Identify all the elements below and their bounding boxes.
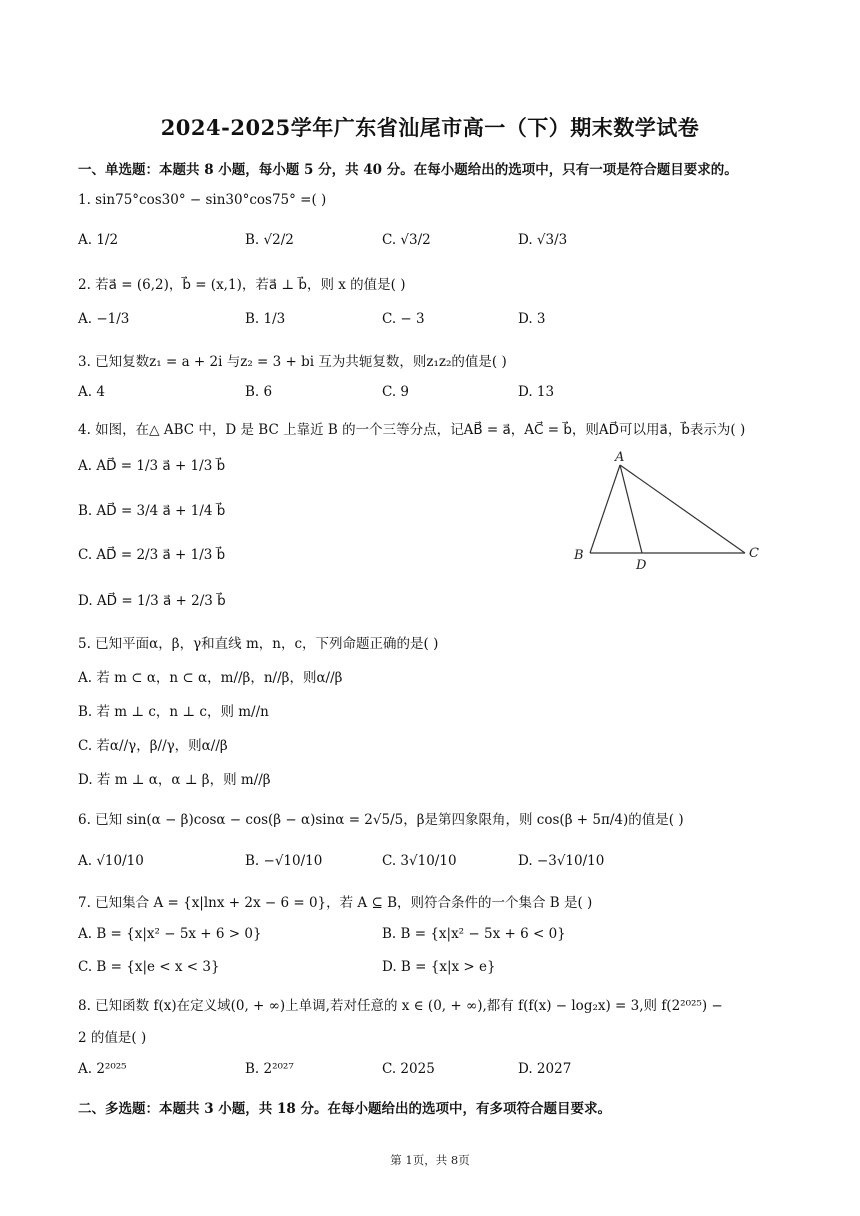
question-5-stem: 5. 已知平面α，β，γ和直线 m，n，c，下列命题正确的是( )	[78, 636, 439, 652]
section-single-choice-heading: 一、单选题：本题共 8 小题，每小题 5 分，共 40 分。在每小题给出的选项中，只有一项是符合题目要求的。	[78, 162, 738, 178]
question-8-option-b: B. 2²⁰²⁷	[245, 1061, 294, 1077]
question-8-stem-line-2: 2 的值是( )	[78, 1030, 147, 1046]
question-8-stem-line-1: 8. 已知函数 f(x)在定义域(0, + ∞)上单调,若对任意的 x ∈ (0, + ∞),都有 f(f(x) − log₂x) = 3,则 f(2²⁰²⁵) −	[78, 998, 723, 1014]
question-2-option-d: D. 3	[518, 311, 546, 327]
section-multi-choice-heading: 二、多选题：本题共 3 小题，共 18 分。在每小题给出的选项中，有多项符合题目要求。	[78, 1101, 611, 1117]
vertex-label-a: A	[615, 450, 625, 465]
page-footer: 第 1页，共 8页	[390, 1153, 470, 1167]
question-6-option-c: C. 3√10/10	[382, 853, 457, 869]
question-1-stem: 1. sin75°cos30° − sin30°cos75° =( )	[78, 192, 327, 208]
question-3-option-a: A. 4	[78, 384, 105, 400]
triangle-figure	[565, 447, 775, 577]
question-3-option-d: D. 13	[518, 384, 555, 400]
question-1-option-c: C. √3/2	[382, 232, 431, 248]
point-label-d: D	[636, 558, 647, 573]
question-4-option-d: D. AD⃗ = 1/3 a⃗ + 2/3 b⃗	[78, 593, 226, 609]
question-4-option-c: C. AD⃗ = 2/3 a⃗ + 1/3 b⃗	[78, 547, 226, 563]
question-6-option-d: D. −3√10/10	[518, 853, 605, 869]
question-1-option-a: A. 1/2	[78, 232, 119, 248]
question-8-option-c: C. 2025	[382, 1061, 435, 1077]
question-4-option-b: B. AD⃗ = 3/4 a⃗ + 1/4 b⃗	[78, 503, 226, 519]
question-5-option-b: B. 若 m ⊥ c，n ⊥ c，则 m//n	[78, 704, 269, 720]
question-2-stem: 2. 若a⃗ = (6,2)，b⃗ = (x,1)，若a⃗ ⊥ b⃗，则 x 的值是( )	[78, 277, 406, 293]
vertex-label-c: C	[749, 546, 759, 561]
question-8-option-a: A. 2²⁰²⁵	[78, 1061, 127, 1077]
question-6-option-a: A. √10/10	[78, 853, 144, 869]
question-6-stem: 6. 已知 sin(α − β)cosα − cos(β − α)sinα = 2√5/5，β是第四象限角，则 cos(β + 5π/4)的值是( )	[78, 812, 684, 828]
question-5-option-d: D. 若 m ⊥ α，α ⊥ β，则 m//β	[78, 772, 271, 788]
question-7-option-d: D. B = {x|x > e}	[382, 959, 496, 975]
question-4-option-a: A. AD⃗ = 1/3 a⃗ + 1/3 b⃗	[78, 458, 226, 474]
question-8-option-d: D. 2027	[518, 1061, 572, 1077]
question-3-stem: 3. 已知复数z₁ = a + 2i 与z₂ = 3 + bi 互为共轭复数，则z₁z₂的值是( )	[78, 354, 507, 370]
question-6-option-b: B. −√10/10	[245, 853, 323, 869]
question-4-stem: 4. 如图，在△ ABC 中，D 是 BC 上靠近 B 的一个三等分点，记AB⃗ = a⃗，AC⃗ = b⃗，则AD⃗可以用a⃗，b⃗表示为( )	[78, 422, 746, 438]
question-2-option-a: A. −1/3	[78, 311, 130, 327]
question-7-option-c: C. B = {x|e < x < 3}	[78, 959, 220, 975]
question-2-option-b: B. 1/3	[245, 311, 286, 327]
page-title: 2024-2025学年广东省汕尾市高一（下）期末数学试卷	[160, 115, 700, 140]
question-7-stem: 7. 已知集合 A = {x|lnx + 2x − 6 = 0}，若 A ⊆ B，则符合条件的一个集合 B 是( )	[78, 895, 593, 911]
question-5-option-a: A. 若 m ⊂ α，n ⊂ α，m//β，n//β，则α//β	[78, 670, 343, 686]
question-7-option-b: B. B = {x|x² − 5x + 6 < 0}	[382, 926, 566, 942]
side-ab	[590, 465, 620, 553]
vertex-label-b: B	[574, 548, 584, 563]
question-1-option-b: B. √2/2	[245, 232, 294, 248]
question-5-option-c: C. 若α//γ，β//γ，则α//β	[78, 738, 228, 754]
question-3-option-c: C. 9	[382, 384, 410, 400]
question-2-option-c: C. − 3	[382, 311, 425, 327]
question-3-option-b: B. 6	[245, 384, 273, 400]
triangle-abc-diagram	[565, 447, 775, 577]
question-1-option-d: D. √3/3	[518, 232, 568, 248]
question-7-option-a: A. B = {x|x² − 5x + 6 > 0}	[78, 926, 262, 942]
